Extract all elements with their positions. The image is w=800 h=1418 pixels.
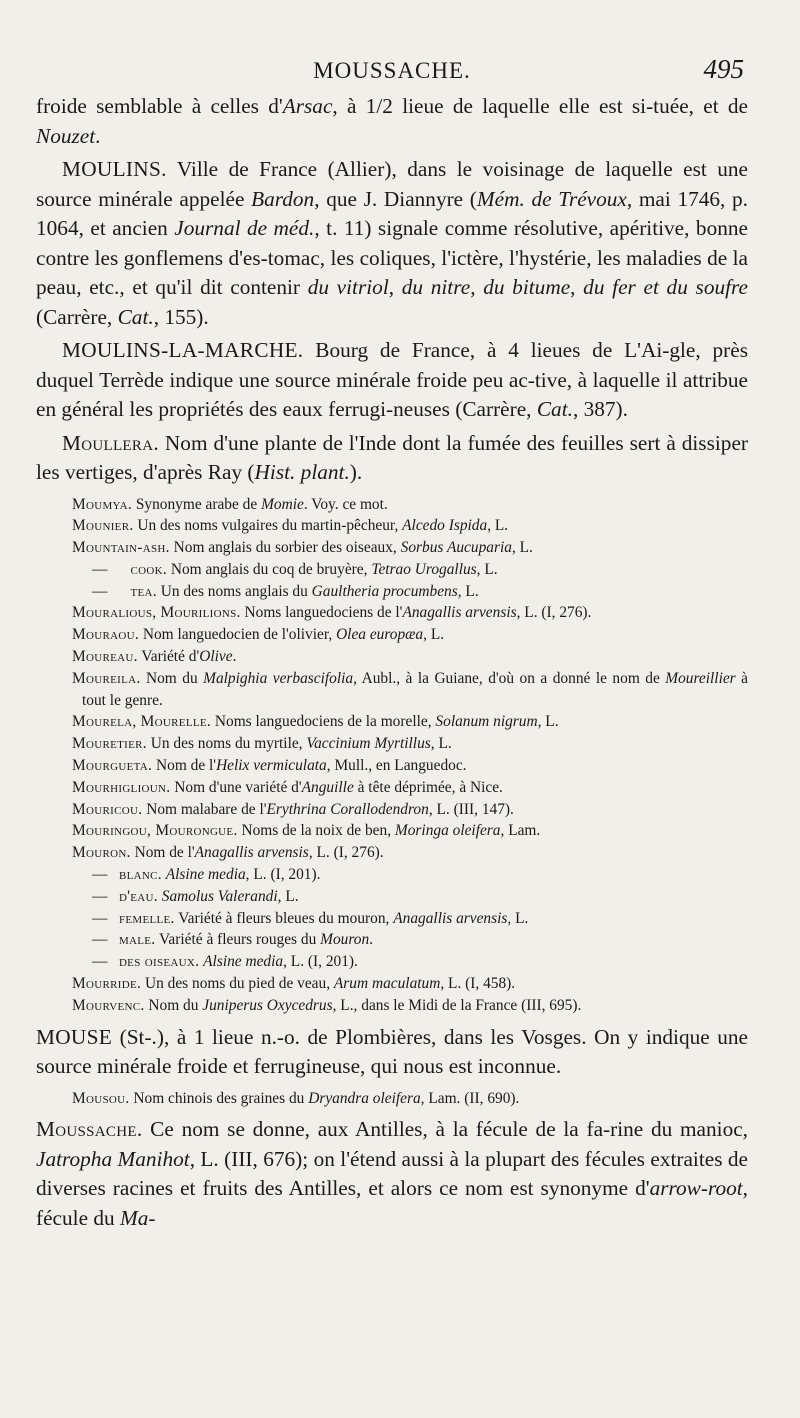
text: Bardon (251, 186, 315, 211)
dash: — (92, 582, 108, 600)
entry-mouron-femelle (36, 908, 748, 930)
entry-moureila (36, 668, 748, 712)
dash: — (92, 953, 108, 971)
dash: — (92, 909, 108, 927)
text: Vaccinium Myrtillus (306, 735, 431, 753)
text: Synonyme arabe de (131, 495, 262, 513)
running-title: MOUSSACHE. (313, 58, 471, 83)
headword: Mousou. (72, 1089, 130, 1107)
text: , mai 1746, p. 1064, et ancien (36, 186, 749, 240)
text: , (470, 275, 484, 299)
text: Helix vermiculata (216, 757, 327, 775)
text: Variété à fleurs rouges du (155, 931, 321, 949)
entry-mourvenc (36, 995, 748, 1017)
text: Alsine media (203, 953, 284, 971)
entry-mouretier (36, 733, 748, 755)
headword: d'eau. (118, 887, 158, 905)
text: Anguille (301, 778, 354, 796)
text: Erythrina Corallodendron (266, 800, 429, 818)
text: , (570, 275, 584, 299)
text: . (369, 931, 374, 949)
text: Noms languedociens de la morelle, (211, 713, 436, 731)
text: Hist. plant. (254, 460, 350, 484)
text: , L. (I, 276). (308, 844, 384, 862)
text: , L. (507, 909, 529, 927)
text: arrow-root (649, 1176, 743, 1201)
text: , que J. Diannyre ( (314, 186, 477, 211)
text: Noms languedociens de l' (240, 604, 403, 622)
running-head (36, 52, 748, 92)
headword: Moussache. (36, 1117, 143, 1142)
text: , Lam. (II, 690). (420, 1089, 520, 1107)
text: Malpighia verbascifolia (203, 669, 354, 687)
text: Alsine media (165, 866, 246, 884)
text: du vitriol (307, 275, 389, 299)
entry-continuation (36, 92, 748, 151)
headword: Moumya. (72, 495, 132, 513)
text: , t. 11) signale comme résolutive, apéritive, bonne contre les gonflemens d'es-tomac, les coliques, l'ictère, l'hystérie, les maladies de la peau, etc., et qu'il dit contenir (36, 216, 748, 299)
text: Arsac (282, 94, 333, 118)
text: , L. (476, 560, 498, 578)
text: Anagallis arvensis (194, 844, 309, 862)
text: Tetrao Urogallus (371, 560, 477, 578)
text: , L. (I, 458). (440, 975, 516, 993)
page-body (36, 92, 748, 1233)
dash: — (92, 887, 108, 905)
headword: MOUSE (36, 1024, 113, 1049)
headword: blanc. (118, 866, 162, 884)
text: Nom malabare de l' (142, 800, 267, 818)
text: Un des noms du pied de veau, (141, 975, 334, 993)
text: Nom chinois des graines du (129, 1089, 309, 1107)
text: , L. (457, 582, 479, 600)
text: . Voy. ce mot. (303, 495, 388, 513)
entry-mountain-ash (36, 537, 748, 559)
text: à tête déprimée, à Nice. (353, 778, 503, 796)
text: du bitume (483, 275, 571, 299)
text: Bourg de France, à 4 lieues de L'Ai-gle, près duquel Terrède indique une source minérale froide peu ac-tive, à laquelle il attribue en général les propriétés des eaux ferrugi-neuses (Carrère, (36, 338, 748, 421)
text: à tout le genre. (82, 669, 748, 709)
text: froide semblable à celles d' (36, 94, 283, 118)
text: , L. (I, 201). (283, 953, 358, 971)
entry-tea (36, 581, 748, 603)
headword: male. (118, 931, 156, 949)
text: Ma- (119, 1205, 156, 1230)
text: Nom du (144, 996, 203, 1014)
text: Olea europæa (336, 626, 424, 644)
headword: Moureau. (72, 648, 138, 666)
entry-mouringou (36, 820, 748, 842)
text: Mém. de Trévoux (476, 186, 627, 211)
headword: Moureila. (72, 669, 141, 687)
text: Mouron (320, 931, 370, 949)
text: , L. (511, 539, 533, 557)
text: Moureillier (665, 669, 736, 687)
entry-mousou (36, 1088, 748, 1110)
entry-moulins-la-marche (36, 336, 748, 425)
text: Nom anglais du sorbier des oiseaux, (169, 539, 401, 557)
text: Nom d'une variété d' (170, 778, 302, 796)
headword: Mourela, Mourelle. (72, 713, 212, 731)
text: Dryandra oleifera (308, 1089, 421, 1107)
text: Anagallis arvensis (402, 604, 517, 622)
entry-mouron-des-oiseaux (36, 951, 748, 973)
headword: MOULINS-LA-MARCHE. (62, 338, 304, 362)
headword: Mouron. (72, 844, 131, 862)
entry-moumya (36, 494, 748, 516)
text: Alcedo Ispida (402, 517, 488, 535)
text: , Mull., en Languedoc. (326, 757, 467, 775)
text: (St-.), à 1 lieue n.-o. de Plombières, dans les Vosges. On y indique une source minérale froide et ferrugineuse, qui nous est inconnue. (36, 1024, 748, 1079)
text: , L. (III, 676); on l'étend aussi à la plupart des fécules extraites de diverses racines et fruits des Antilles, et alors ce nom est synonyme d' (36, 1146, 749, 1201)
text: , L. (III, 147). (428, 800, 514, 818)
text: Nouzet (36, 123, 96, 148)
text: Cat. (536, 397, 573, 421)
text: Samolus Valerandi (161, 887, 278, 905)
text: Nom anglais du coq de bruyère, (167, 560, 372, 578)
text: Nom d'une plante de l'Inde dont la fumée des feuilles sert à dissiper les vertiges, d'après Ray ( (36, 430, 748, 484)
headword: Mouricou. (72, 800, 143, 818)
headword: Mourvenc. (72, 996, 145, 1014)
entry-moulins (36, 155, 748, 332)
text: , L. (277, 887, 299, 905)
text: . (232, 648, 237, 666)
text: , L. (423, 626, 445, 644)
text: , fécule du (36, 1176, 748, 1230)
text: Nom de l' (152, 757, 217, 775)
entry-mouraou (36, 624, 748, 646)
headword: Mourgueta. (72, 757, 153, 775)
headword: des oiseaux. (118, 953, 200, 971)
entry-mouron-blanc (36, 864, 748, 886)
text: , L. (I, 201). (245, 866, 321, 884)
text: Ville de France (Allier), dans le voisinage de laquelle est une source minérale appelée (36, 157, 748, 211)
text: , (388, 275, 402, 299)
text: Variété à fleurs bleues du mouron, (174, 909, 394, 927)
text: Juniperus Oxycedrus (202, 996, 333, 1014)
headword: Mouretier. (72, 735, 147, 753)
text: Variété d' (137, 648, 200, 666)
text: . (95, 123, 101, 148)
text: Nom de l' (130, 844, 195, 862)
headword: femelle. (118, 909, 175, 927)
text: , 387). (572, 397, 628, 421)
text: , à 1/2 lieue de laquelle elle est si-tuée, et de (332, 94, 748, 118)
headword: Moullera. (62, 430, 159, 455)
page-number: 495 (703, 54, 744, 84)
entry-mouralious (36, 602, 748, 624)
headword: Mourride. (72, 975, 142, 993)
text: ). (349, 460, 363, 484)
text: Solanum nigrum (435, 713, 538, 731)
text: Nom languedocien de l'olivier, (139, 626, 337, 644)
text: Anagallis arvensis (393, 909, 508, 927)
text: , L. (I, 276). (516, 604, 592, 622)
text: , 155). (153, 304, 209, 329)
entry-cook (36, 559, 748, 581)
text: , L. (487, 517, 509, 535)
text: Gaultheria procumbens (311, 582, 458, 600)
entry-moullera (36, 429, 748, 488)
dash: — (92, 866, 108, 884)
text: du fer et du soufre (583, 275, 748, 299)
entry-mourgueta (36, 755, 748, 777)
text: du nitre (401, 275, 471, 299)
text: , Lam. (500, 822, 541, 840)
headword: Mouraou. (72, 626, 139, 644)
dash: — (92, 931, 108, 949)
entry-mourride (36, 973, 748, 995)
text: , L. (537, 713, 559, 731)
headword: Mouringou, Mourongue. (72, 822, 238, 840)
headword: Mourhiglioun. (72, 778, 171, 796)
entry-mouron-deau (36, 886, 748, 908)
text: Moringa oleifera (394, 822, 501, 840)
headword: Mouralious, Mourilions. (72, 604, 241, 622)
text: Nom du (140, 669, 204, 687)
entry-mourela (36, 711, 748, 733)
text: Jatropha Manihot (36, 1146, 190, 1171)
entry-moussache (36, 1115, 748, 1233)
entry-mounier (36, 515, 748, 537)
dash: — (92, 560, 108, 578)
entry-mouricou (36, 799, 748, 821)
text: Sorbus Aucuparia (400, 539, 512, 557)
text: Un des noms anglais du (156, 582, 312, 600)
headword: MOULINS. (62, 157, 167, 181)
entry-mourhiglioun (36, 777, 748, 799)
text: Arum maculatum (333, 975, 441, 993)
entry-mouron (36, 842, 748, 864)
entry-mouse (36, 1023, 748, 1082)
text: Un des noms du myrtile, (146, 735, 307, 753)
headword: Mounier. (72, 517, 134, 535)
headword: cook. (130, 560, 168, 578)
entry-mouron-male (36, 929, 748, 951)
text: , L. (430, 735, 452, 753)
text: Cat. (117, 304, 154, 329)
text: Momie (261, 495, 304, 513)
text: Ce nom se donne, aux Antilles, à la fécule de la fa-rine du manioc, (142, 1117, 748, 1142)
text: (Carrère, (36, 304, 118, 329)
entry-moureau (36, 646, 748, 668)
headword: Mountain-ash. (72, 539, 170, 557)
text: Journal de méd. (174, 216, 315, 240)
text: , L., dans le Midi de la France (III, 695). (332, 996, 582, 1014)
headword: tea. (130, 582, 157, 600)
text: Olive (199, 648, 233, 666)
text: , Aubl., à la Guiane, d'où on a donné le nom de (353, 669, 666, 687)
text: Un des noms vulgaires du martin-pêcheur, (133, 517, 403, 535)
text: Noms de la noix de ben, (237, 822, 395, 840)
